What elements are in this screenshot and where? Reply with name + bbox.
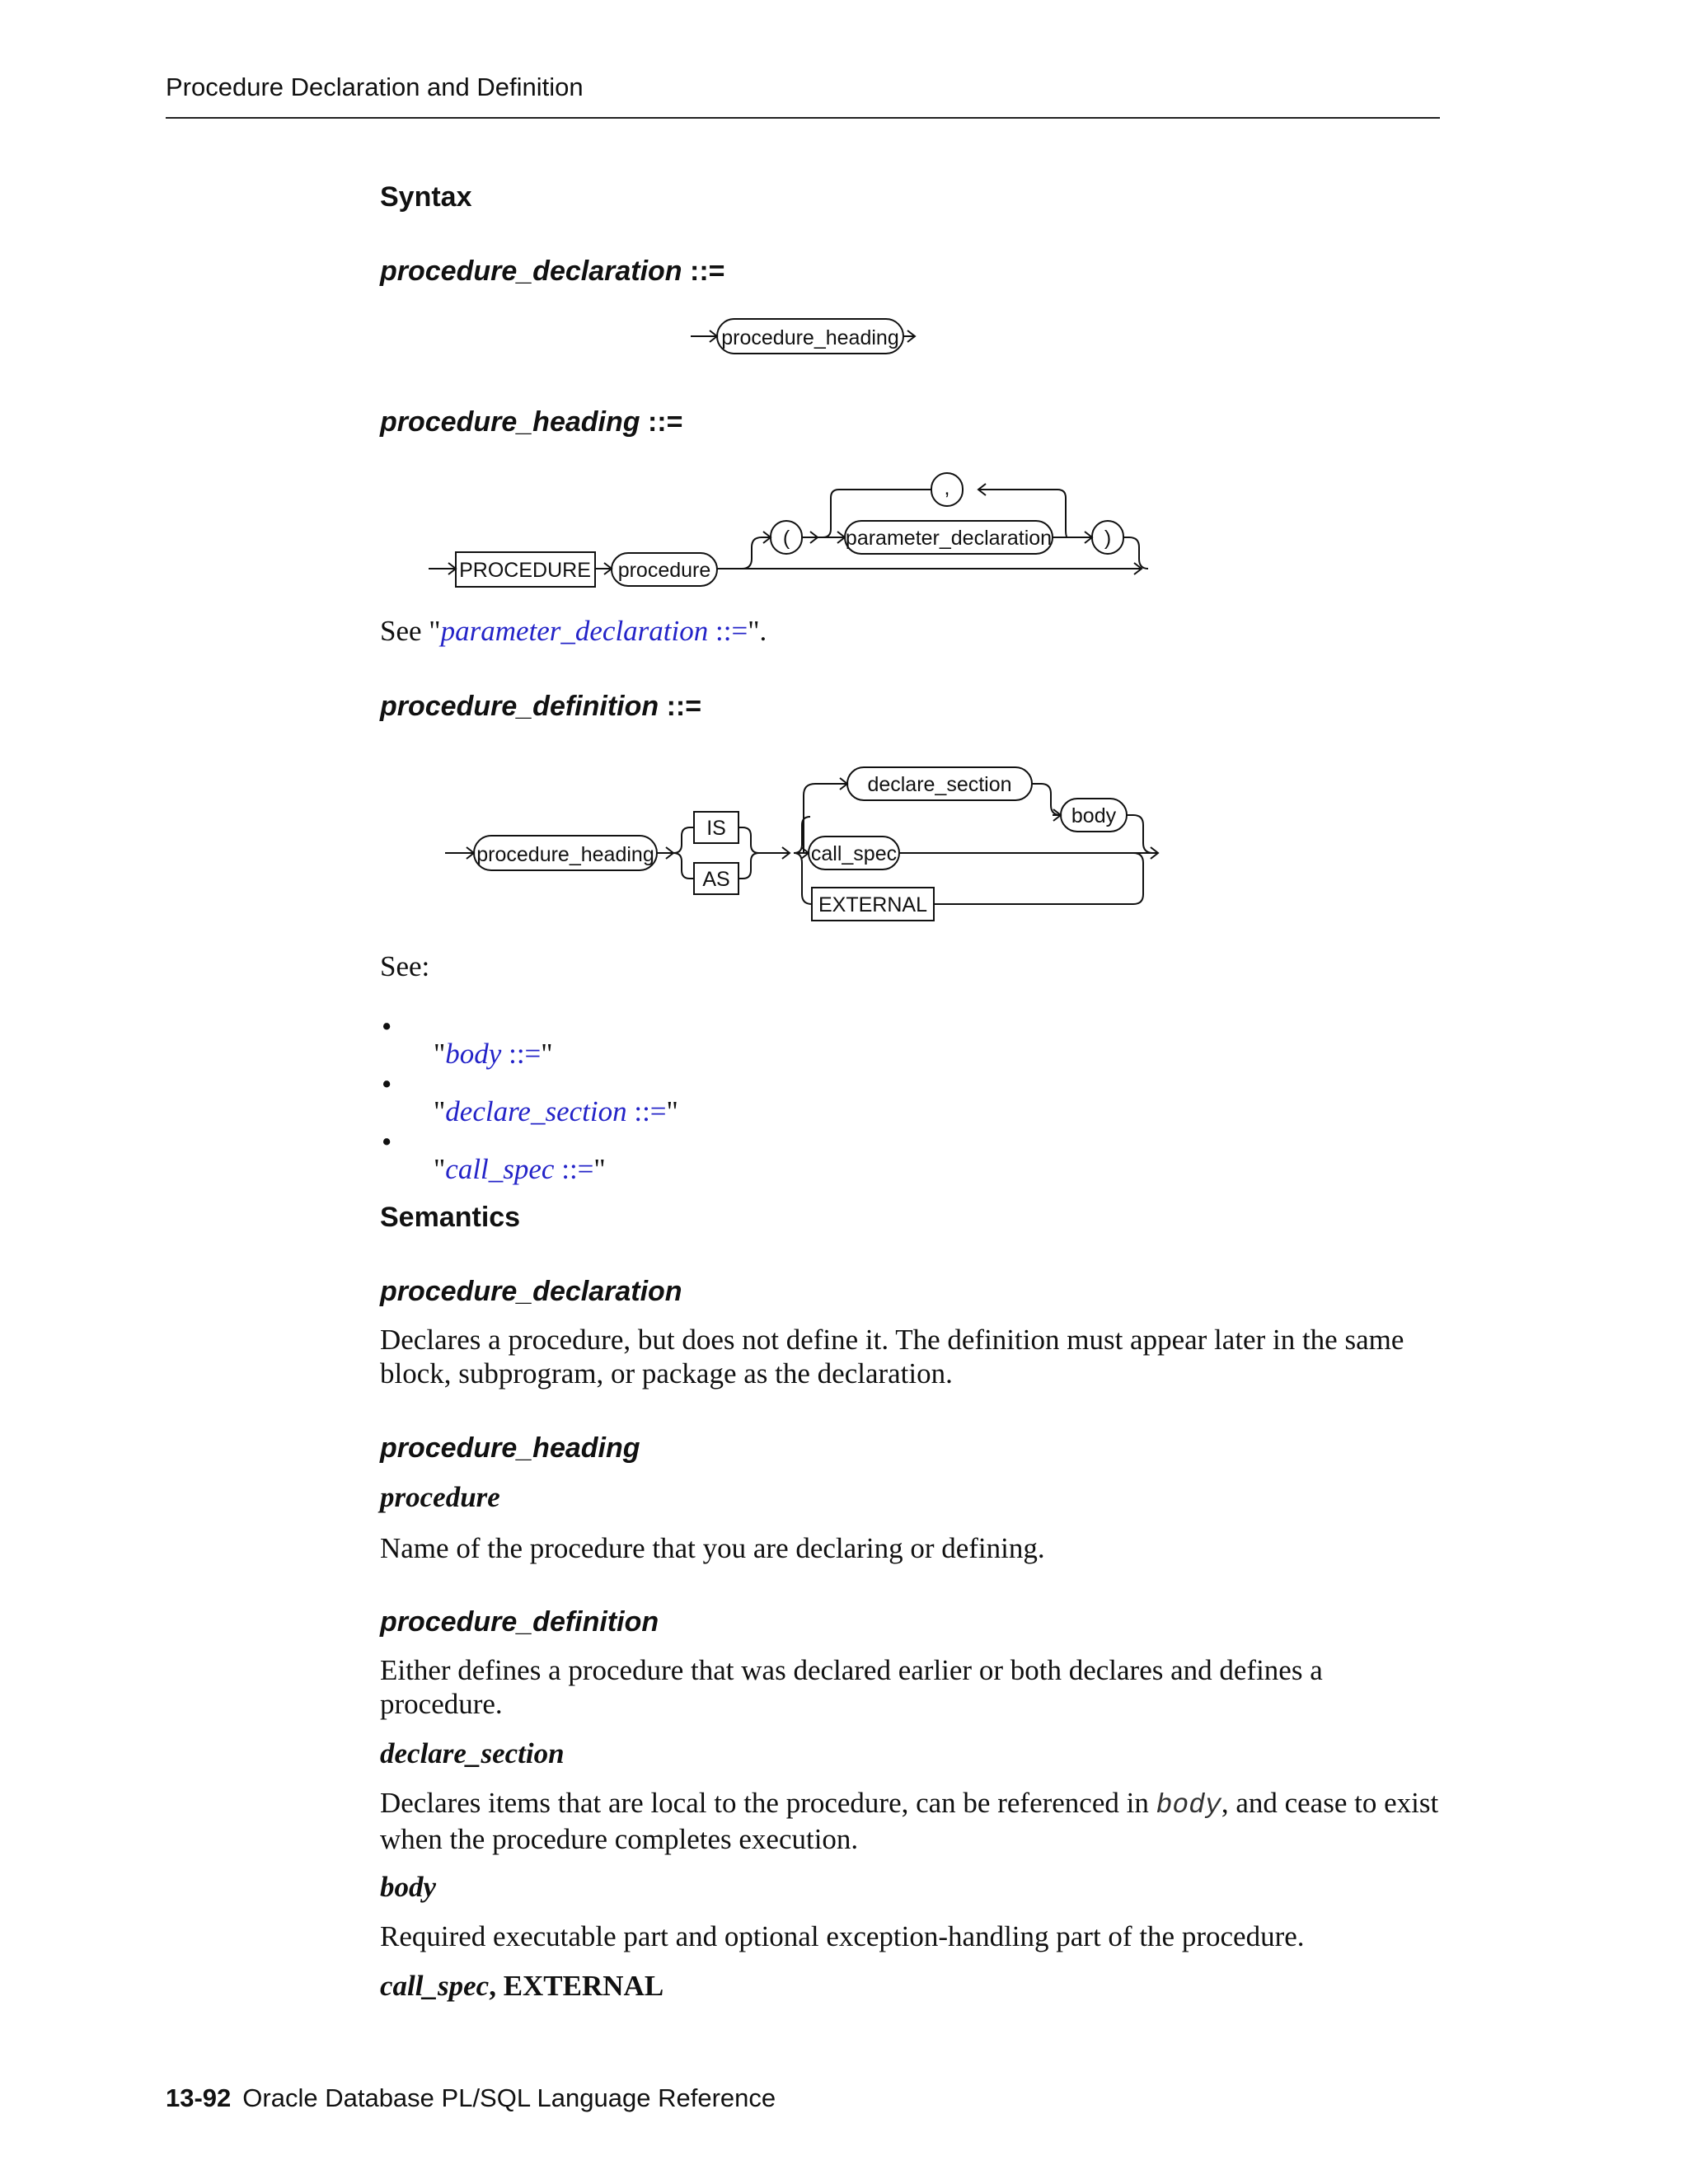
link-parameter-declaration[interactable]: parameter_declaration ::=	[440, 615, 748, 647]
close-paren: )	[1104, 527, 1112, 550]
procedure-declaration-diagram	[684, 313, 931, 363]
bullet-marker: •	[382, 1126, 392, 1158]
book-title: Oracle Database PL/SQL Language Reference	[242, 2083, 776, 2112]
header-rule	[166, 117, 1440, 119]
link-call-spec[interactable]: call_spec ::=	[445, 1153, 594, 1185]
keyword-procedure: PROCEDURE	[459, 559, 591, 582]
link-body[interactable]: body ::=	[445, 1038, 542, 1070]
semantics-procedure-heading-title: procedure_heading	[380, 1432, 640, 1464]
term-body: body	[380, 1871, 437, 1903]
declare-section-text: Declares items that are local to the procedure, can be referenced in body, and cease to exist when the procedure completes execution.	[380, 1787, 1439, 1855]
bullet-marker: •	[382, 1068, 392, 1100]
list-item-body: "body ::="	[434, 1038, 553, 1070]
see-parameter-declaration: See "parameter_declaration ::=".	[380, 615, 767, 647]
term-declare-section: declare_section	[380, 1737, 565, 1769]
node-procedure-heading: procedure_heading	[721, 326, 899, 349]
semantics-procedure-declaration-text: Declares a procedure, but does not define it. The definition must appear later in the same block, subprogram, or package as the declaration.	[380, 1324, 1404, 1390]
term-procedure: procedure	[380, 1481, 500, 1513]
list-item-declare-section: "declare_section ::="	[434, 1095, 678, 1127]
node-parameter-declaration: parameter_declaration	[845, 527, 1053, 550]
inline-code-body: body	[1156, 1790, 1221, 1821]
see-label: See:	[380, 950, 430, 982]
semantics-procedure-definition-title: procedure_definition	[380, 1606, 659, 1638]
procedure-heading-diagram	[424, 462, 1187, 593]
rule-name: procedure_heading	[380, 406, 640, 438]
semantics-heading: Semantics	[380, 1202, 521, 1233]
node-declare-section: declare_section	[867, 773, 1012, 796]
term-call-spec-external: call_spec, EXTERNAL	[380, 1970, 664, 2002]
node-call-spec: call_spec	[810, 842, 898, 865]
link-declare-section[interactable]: declare_section ::=	[445, 1095, 667, 1127]
node-body: body	[1071, 804, 1117, 827]
keyword-as: AS	[702, 868, 730, 891]
rule-operator: ::=	[666, 691, 702, 722]
semantics-procedure-declaration-title: procedure_declaration	[380, 1276, 682, 1307]
node-procedure-heading: procedure_heading	[476, 843, 654, 866]
list-item-call-spec: "call_spec ::="	[434, 1153, 606, 1185]
procedure-definition-rule	[380, 691, 701, 723]
running-header: Procedure Declaration and Definition	[166, 73, 584, 101]
keyword-external: EXTERNAL	[818, 893, 927, 916]
syntax-heading: Syntax	[380, 181, 472, 213]
body-text: Required executable part and optional exception-handling part of the procedure.	[380, 1920, 1305, 1952]
rule-operator: ::=	[690, 255, 725, 287]
semantics-procedure-text: Name of the procedure that you are declaring or defining.	[380, 1532, 1045, 1564]
page-number: 13-92	[166, 2083, 232, 2112]
procedure-declaration-rule	[380, 255, 725, 288]
rule-name: procedure_declaration	[380, 255, 682, 287]
node-procedure: procedure	[617, 559, 711, 582]
comma-separator: ,	[944, 476, 950, 499]
keyword-is: IS	[706, 817, 726, 840]
open-paren: (	[782, 527, 790, 550]
procedure-heading-rule	[380, 406, 682, 438]
rule-operator: ::=	[647, 406, 683, 438]
semantics-procedure-definition-text: Either defines a procedure that was declared earlier or both declares and defines a procedure.	[380, 1654, 1323, 1720]
page-footer	[166, 2083, 776, 2113]
bullet-marker: •	[382, 1010, 392, 1043]
procedure-definition-diagram	[441, 746, 1166, 927]
rule-name: procedure_definition	[380, 691, 659, 722]
